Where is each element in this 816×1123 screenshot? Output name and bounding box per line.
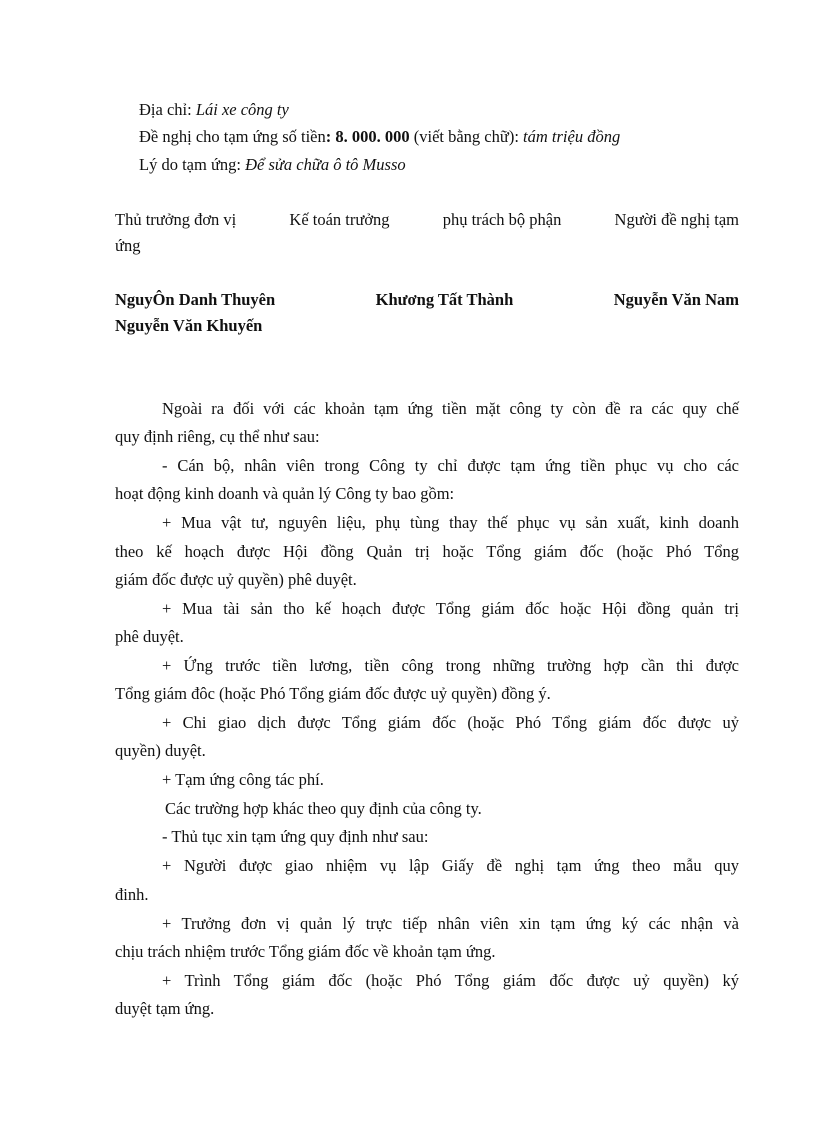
amount-words-value: tám triệu đồng — [523, 127, 621, 146]
address-value: Lái xe công ty — [195, 100, 289, 119]
address-label: Địa chỉ: — [139, 100, 196, 119]
p4-line2: phê duyệt. — [115, 627, 184, 646]
p12-line2: duyệt tạm ứng. — [115, 999, 215, 1018]
p5-line2: Tổng giám đôc (hoặc Phó Tổng giám đốc được uỷ quyền) đồng ý. — [115, 684, 551, 703]
role-head-of-unit: Thủ trưởng đơn vị — [115, 210, 237, 229]
p11-line2: chịu trách nhiệm trước Tổng giám đốc về khoản tạm ứng. — [115, 942, 496, 961]
role-requester-wrap: ứng — [115, 236, 141, 255]
role-requester: Người đề nghị tạm — [614, 210, 739, 229]
p6-line2: quyền) duyệt. — [115, 741, 206, 760]
signature-names-row — [115, 289, 739, 311]
p5-line1: + Ứng trước tiền lương, tiền công trong những trường hợp cần thi được — [162, 656, 739, 675]
p3-line2: theo kế hoạch được Hội đồng Quản trị hoặc Tổng giám đốc (hoặc Phó Tổng — [115, 542, 739, 561]
p4-line1: + Mua tài sản tho kế hoạch được Tổng giám đốc hoặc Hội đồng quản trị — [162, 599, 739, 618]
amount-value: : 8. 000. 000 — [325, 127, 410, 146]
reason-line — [139, 154, 406, 176]
amount-words-label: (viết bằng chữ): — [409, 127, 524, 146]
name-requester: Nguyễn Văn Khuyến — [115, 316, 263, 335]
role-chief-accountant: Kế toán trưởng — [289, 210, 390, 229]
p2-line2: hoạt động kinh doanh và quản lý Công ty bao gồm: — [115, 484, 455, 503]
p6-line1: + Chi giao dịch được Tổng giám đốc (hoặc Phó Tổng giám đốc được uỷ — [162, 713, 739, 732]
p3-line3: giám đốc được uỷ quyền) phê duyệt. — [115, 570, 357, 589]
signature-roles-row — [115, 209, 739, 231]
p12-line1: + Trình Tổng giám đốc (hoặc Phó Tổng giám đốc được uỷ quyền) ký — [162, 971, 739, 990]
name-chief-accountant: Khương Tất Thành — [375, 290, 514, 309]
p8-line1: Các trường hợp khác theo quy định của công ty. — [165, 799, 482, 818]
name-department-head: Nguyễn Văn Nam — [613, 290, 739, 309]
reason-value: Để sửa chữa ô tô Musso — [245, 155, 406, 174]
p7-line1: + Tạm ứng công tác phí. — [162, 770, 324, 789]
amount-label: Đề nghị cho tạm ứng số tiền — [139, 127, 326, 146]
reason-label: Lý do tạm ứng: — [139, 155, 246, 174]
p1-line2: quy định riêng, cụ thể như sau: — [115, 427, 320, 446]
address-line — [139, 99, 289, 121]
name-head-of-unit: NguyÔn Danh Thuyên — [115, 290, 276, 309]
p11-line1: + Trưởng đơn vị quản lý trực tiếp nhân viên xin tạm ứng ký các nhận và — [162, 914, 739, 933]
p3-line1: + Mua vật tư, nguyên liệu, phụ tùng thay thế phục vụ sản xuất, kinh doanh — [162, 513, 739, 532]
p10-line2: đinh. — [115, 885, 149, 904]
p2-line1: - Cán bộ, nhân viên trong Công ty chỉ được tạm ứng tiền phục vụ cho các — [162, 456, 739, 475]
p1-line1: Ngoài ra đối với các khoản tạm ứng tiền mặt công ty còn đề ra các quy chế — [162, 399, 739, 418]
p10-line1: + Người được giao nhiệm vụ lập Giấy đề nghị tạm ứng theo mẫu quy — [162, 856, 739, 875]
amount-line — [139, 126, 620, 148]
p9-line1: - Thủ tục xin tạm ứng quy định như sau: — [162, 827, 429, 846]
role-department-head: phụ trách bộ phận — [442, 210, 562, 229]
